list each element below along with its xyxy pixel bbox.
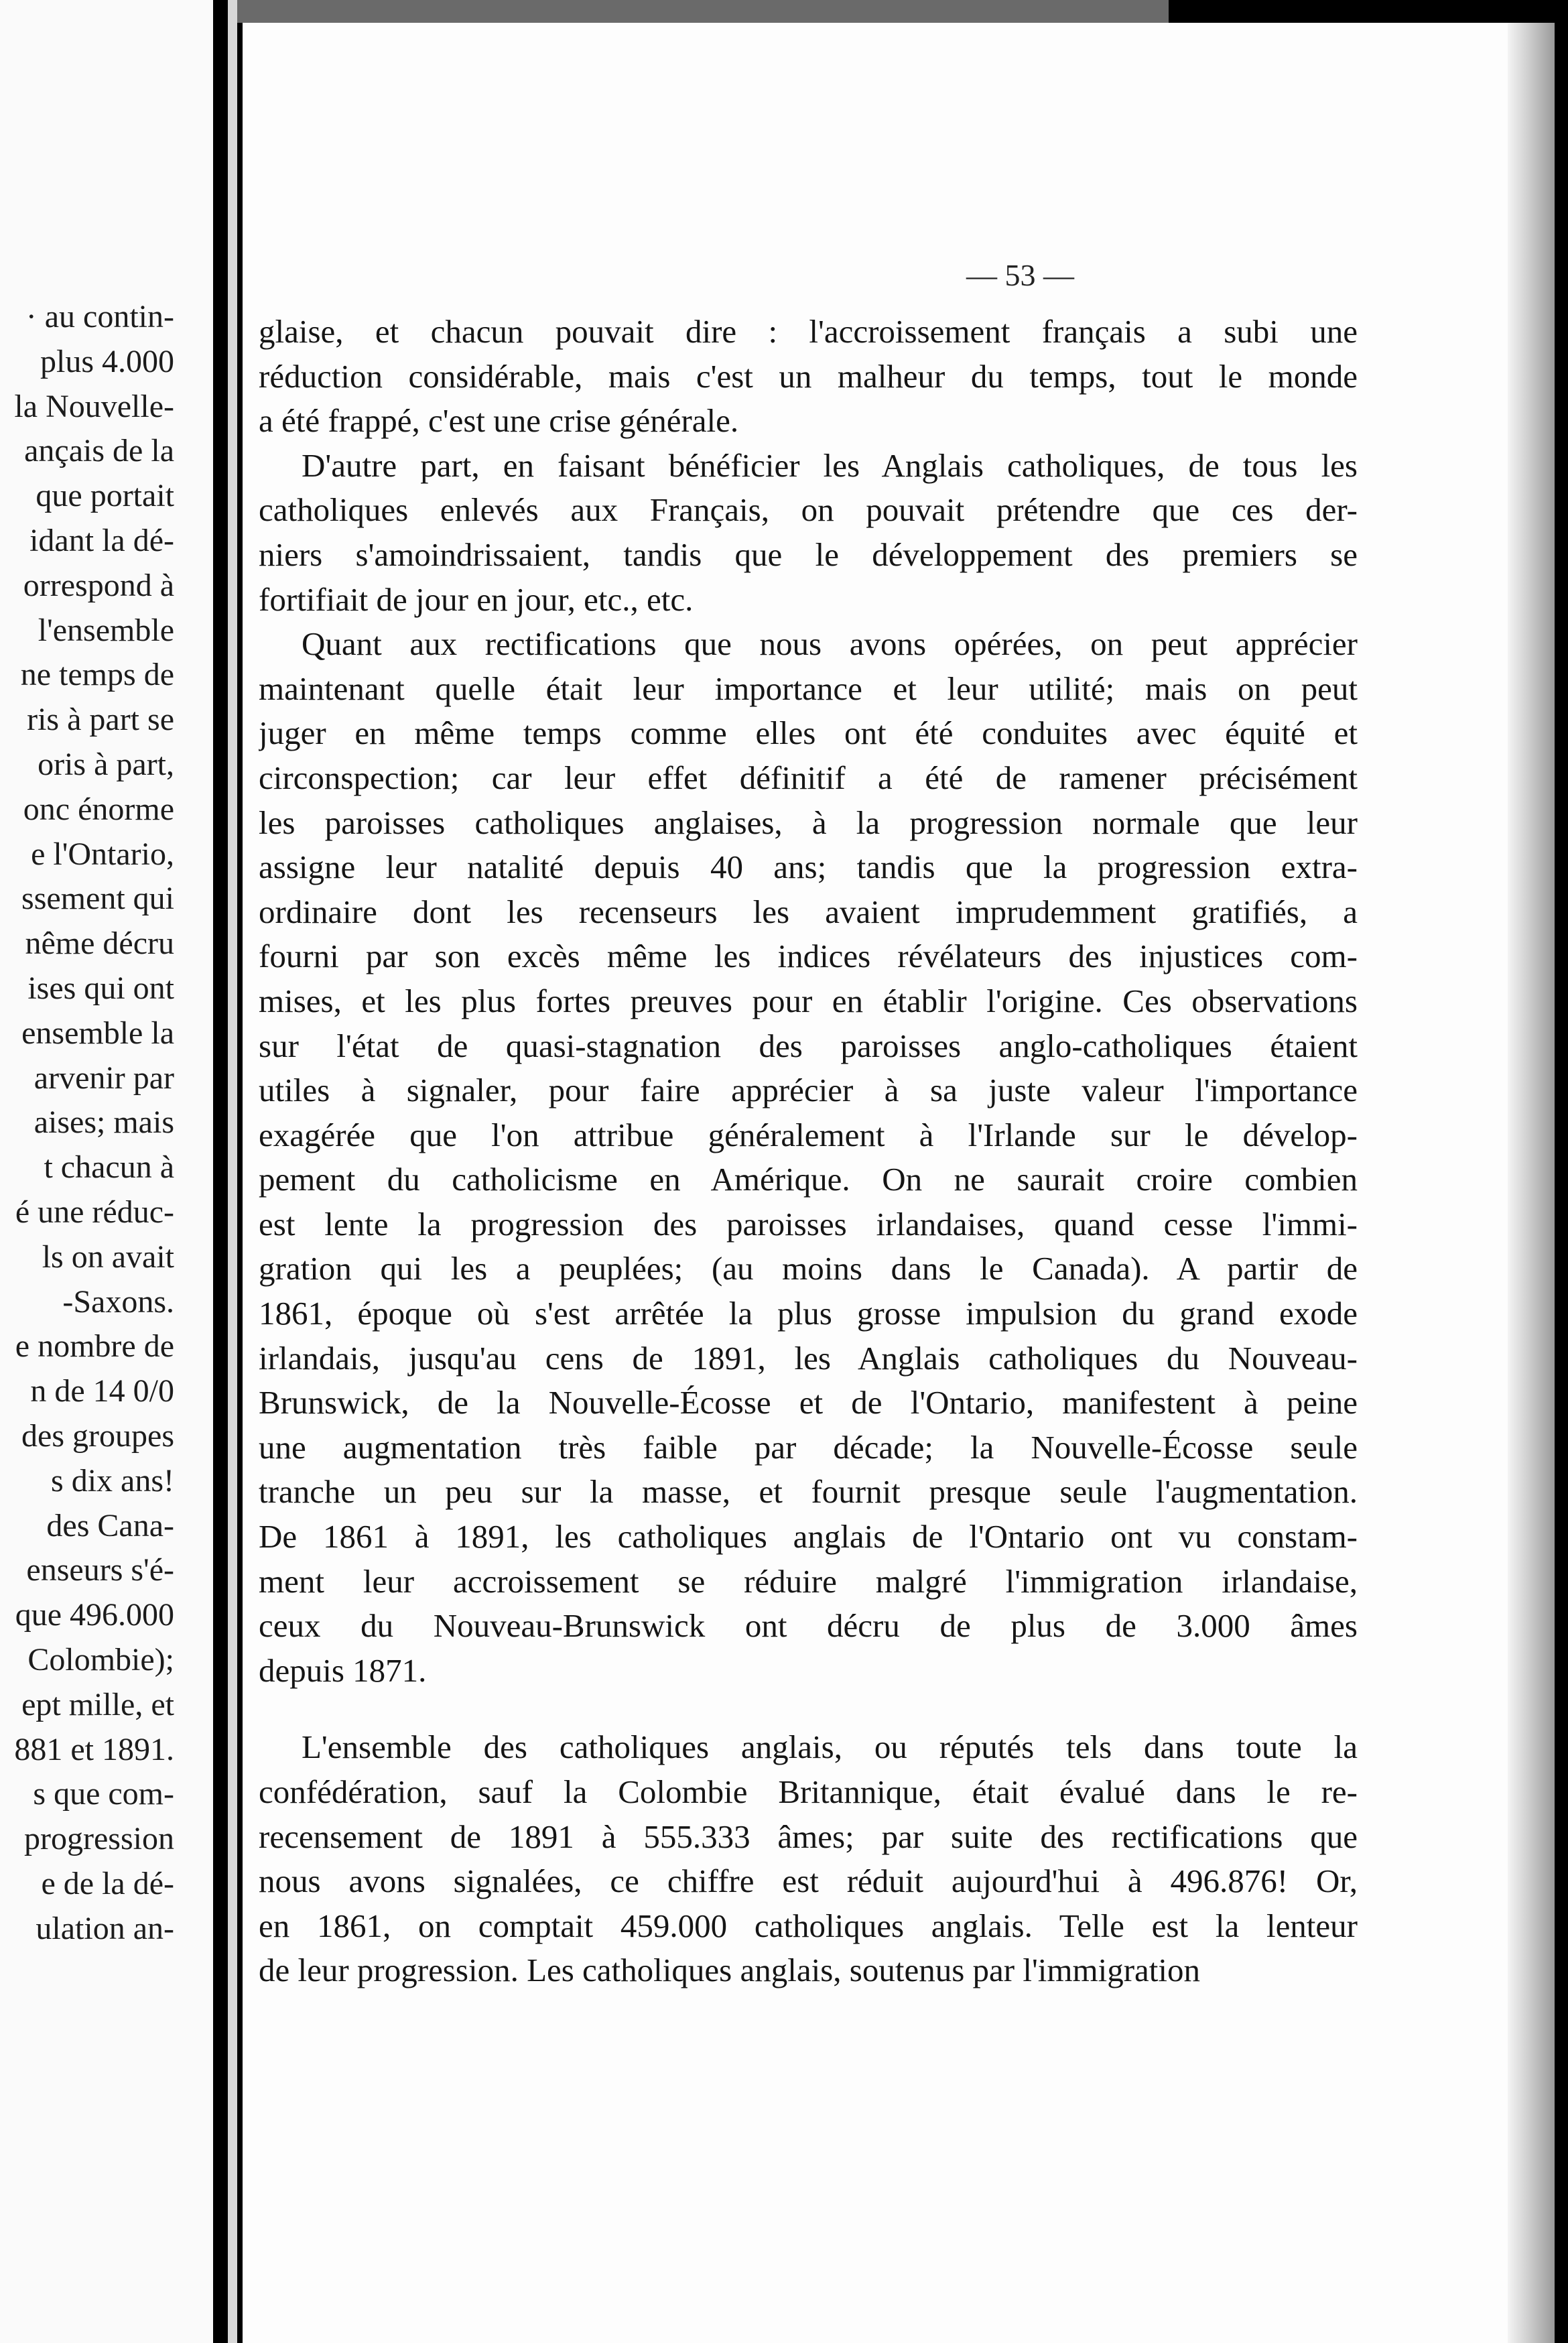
text-line: irlandais, jusqu'au cens de 1891, les Anglais catholiques du Nouveau- [259,1339,1358,1377]
text-line: maintenant quelle était leur importance et leur utilité; mais on peut [259,670,1358,707]
left-page-line: que portait [36,478,174,514]
text-line: fourni par son excès même les indices révélateurs des injustices com- [259,938,1358,975]
text-line: une augmentation très faible par décade; la Nouvelle-Écosse seule [259,1428,1358,1466]
left-page-line: orrespond à [23,567,174,603]
text-line: pement du catholicisme en Amérique. On ne saurait croire combien [259,1161,1358,1198]
text-line: nous avons signalées, ce chiffre est réduit aujourd'hui à 496.876! Or, [259,1862,1358,1900]
page-number: — 53 — [966,258,1074,292]
text-line: Quant aux rectifications que nous avons opérées, on peut apprécier [302,625,1358,663]
left-page-line: progression [24,1821,174,1857]
left-page-line: · au contin- [25,299,174,334]
text-line: D'autre part, en faisant bénéficier les Anglais catholiques, de tous les [302,446,1358,484]
left-page-line: ls on avait [42,1239,174,1275]
left-page-line: onc énorme [23,791,174,827]
text-line: a été frappé, c'est une crise générale. [259,402,739,440]
text-line: ceux du Nouveau-Brunswick ont décru de plus de 3.000 âmes [259,1607,1358,1645]
left-page-line: ne temps de [20,657,174,693]
text-line: De 1861 à 1891, les catholiques anglais de l'Ontario ont vu constam- [259,1518,1358,1556]
text-line: confédération, sauf la Colombie Britannique, était évalué dans le re- [259,1773,1358,1810]
left-page-line: -Saxons. [62,1283,174,1320]
text-line: circonspection; car leur effet définitif a été de ramener précisément [259,759,1358,796]
left-page-line: plus 4.000 [40,343,174,379]
text-line: glaise, et chacun pouvait dire : l'accroissement français a subi une [259,313,1358,350]
left-page-line: é une réduc- [15,1194,174,1230]
left-page [0,0,213,2343]
text-line: gration qui les a peuplées; (au moins dans le Canada). A partir de [259,1250,1358,1287]
paragraph [259,310,1358,444]
text-line: L'ensemble des catholiques anglais, ou réputés tels dans toute la [302,1728,1358,1766]
left-page-line: des Cana- [46,1507,174,1543]
text-line: Brunswick, de la Nouvelle-Écosse et de l'Ontario, manifestent à peine [259,1384,1358,1421]
page-edge [1508,23,1555,2343]
left-page-line: idant la dé- [29,522,174,558]
text-line: catholiques enlevés aux Français, on pouvait prétendre que ces der- [259,491,1358,529]
left-page-line: n de 14 0/0 [30,1373,174,1409]
paragraph [259,1725,1358,1993]
left-page-line: la Nouvelle- [14,388,174,424]
page-body [259,310,1358,1993]
left-page-line: nême décru [25,926,174,962]
text-line: réduction considérable, mais c'est un malheur du temps, tout le monde [259,357,1358,395]
gutter [228,0,237,2343]
left-page-line: ept mille, et [21,1686,174,1722]
text-line: de leur progression. Les catholiques anglais, soutenus par l'immigration [259,1952,1201,1989]
left-page-line: t chacun à [44,1149,174,1186]
left-page-line: l'ensemble [38,612,174,648]
text-line: ment leur accroissement se réduire malgré l'immigration irlandaise, [259,1562,1358,1600]
left-page-line: ris à part se [27,702,174,738]
top-edge-strip [237,0,1169,23]
left-page-line: s que com- [33,1776,174,1812]
left-page-line: aises; mais [34,1104,174,1141]
left-page-line: oris à part, [38,746,174,782]
paragraph-gap [259,1693,1358,1725]
text-line: les paroisses catholiques anglaises, à la progression normale que leur [259,804,1358,841]
paragraph [259,622,1358,1693]
text-line: depuis 1871. [259,1651,427,1689]
left-page-line: enseurs s'é- [26,1552,174,1588]
paragraph [259,444,1358,622]
left-page-line: que 496.000 [15,1597,174,1633]
left-page-text [14,295,174,1951]
left-page-line: ulation an- [36,1910,174,1946]
right-page [243,23,1555,2343]
text-line: tranche un peu sur la masse, et fournit presque seule l'augmentation. [259,1473,1358,1511]
text-line: recensement de 1891 à 555.333 âmes; par suite des rectifications que [259,1818,1358,1855]
left-page-line: ensemble la [21,1015,174,1051]
text-line: est lente la progression des paroisses irlandaises, quand cesse l'immi- [259,1205,1358,1243]
left-page-line: ançais de la [24,433,174,469]
text-line: en 1861, on comptait 459.000 catholiques anglais. Telle est la lenteur [259,1907,1358,1944]
text-line: sur l'état de quasi-stagnation des paroisses anglo-catholiques étaient [259,1027,1358,1064]
text-line: mises, et les plus fortes preuves pour en établir l'origine. Ces observations [259,982,1358,1019]
text-line: utiles à signaler, pour faire apprécier à sa juste valeur l'importance [259,1072,1358,1109]
text-line: assigne leur natalité depuis 40 ans; tandis que la progression extra- [259,848,1358,886]
left-page-line: ssement qui [21,881,174,917]
left-page-line: Colombie); [27,1641,174,1677]
left-page-line: e de la dé- [41,1865,174,1901]
left-page-line: e nombre de [15,1328,174,1365]
text-line: fortifiait de jour en jour, etc., etc. [259,580,694,618]
left-page-line: e l'Ontario, [31,836,174,872]
text-line: ordinaire dont les recenseurs les avaient imprudemment gratifiés, a [259,893,1358,930]
text-line: 1861, époque où s'est arrêtée la plus grosse impulsion du grand exode [259,1295,1358,1332]
text-line: niers s'amoindrissaient, tandis que le développement des premiers se [259,535,1358,573]
left-page-line: 881 et 1891. [14,1731,174,1767]
text-line: juger en même temps comme elles ont été conduites avec équité et [259,714,1358,752]
left-page-line: s dix ans! [51,1462,174,1499]
left-page-line: ises qui ont [27,970,174,1006]
left-page-line: arvenir par [34,1060,174,1096]
text-line: exagérée que l'on attribue généralement à l'Irlande sur le dévelop- [259,1116,1358,1153]
left-page-line: des groupes [21,1417,174,1454]
